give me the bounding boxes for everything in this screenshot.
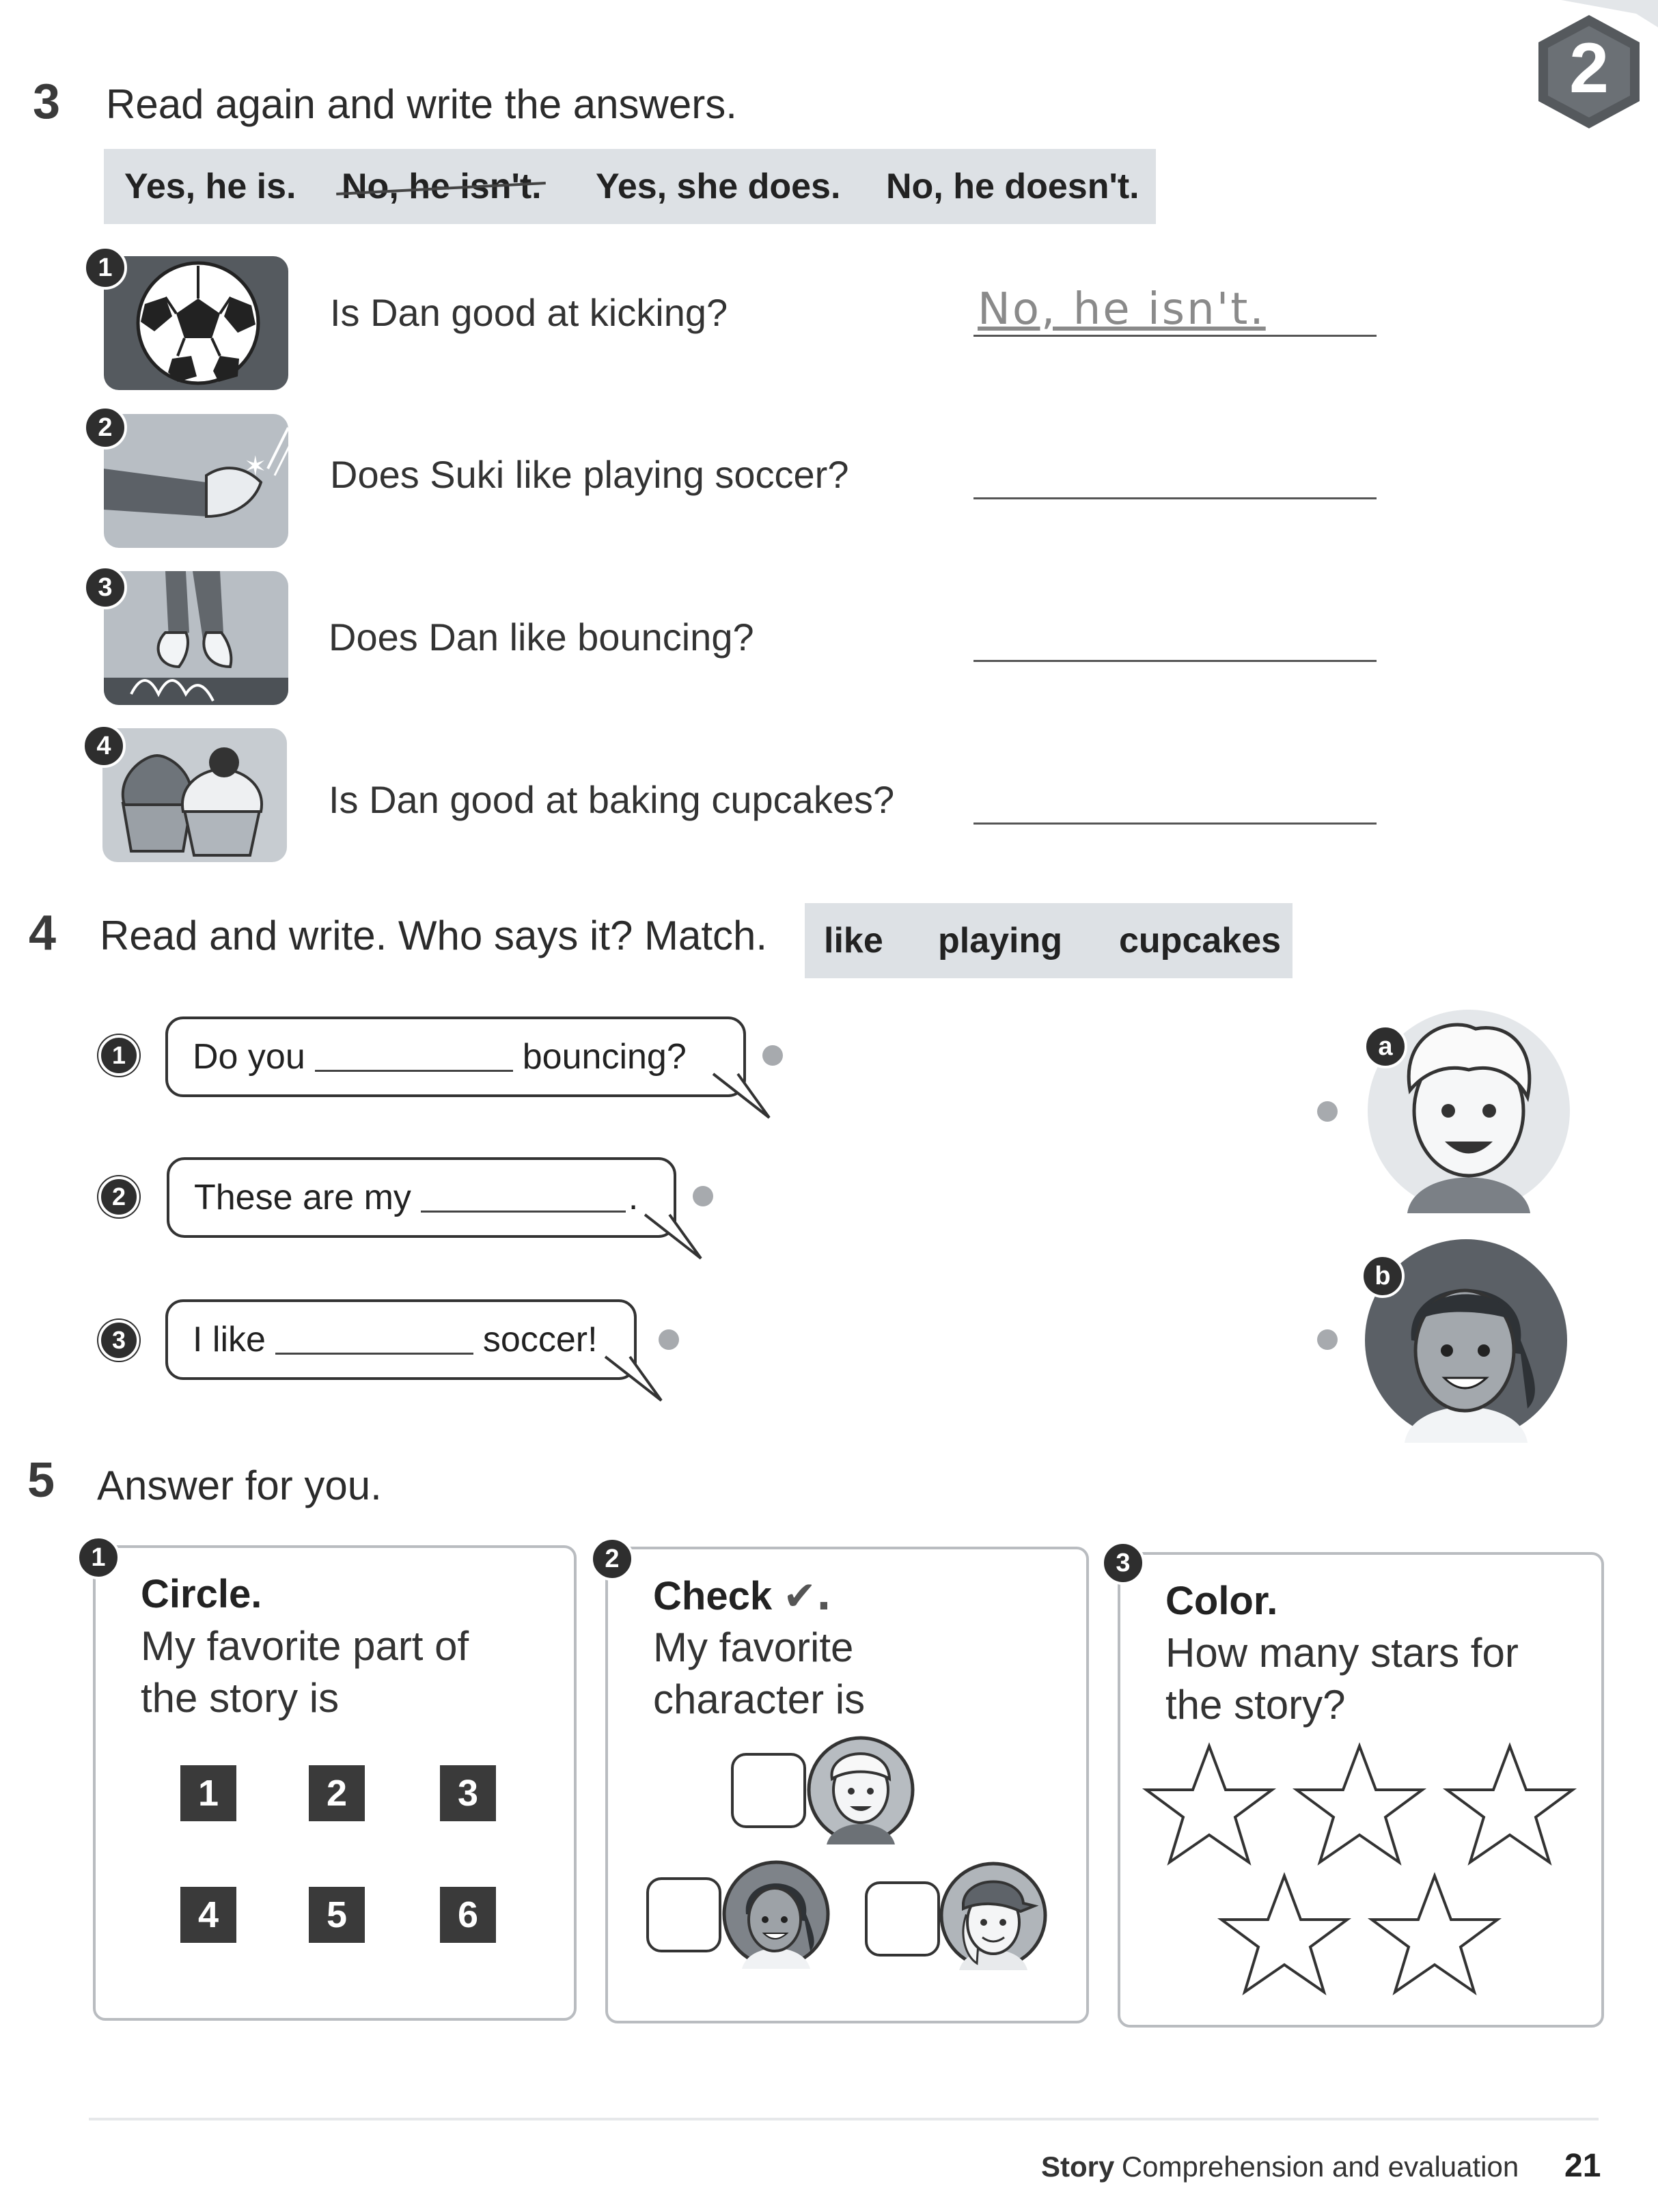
item-number: 2 [590,1537,634,1581]
activity-title: Read and write. Who says it? Match. [100,913,768,958]
picture-tile [104,256,288,390]
footer-section: Story [1041,2151,1115,2183]
panel-title [653,1573,831,1619]
bubble-text-start: These are my [194,1178,411,1217]
panel-text-line: the story is [141,1675,340,1721]
word-option: playing [938,921,1063,960]
character-checkbox[interactable] [646,1877,721,1952]
footer-topic: Comprehension and evaluation [1121,2151,1519,2183]
word-option-crossed: No, he isn't. [342,167,542,206]
option-square[interactable]: 3 [440,1765,496,1821]
item-number: 1 [77,1536,120,1579]
panel-title: Circle. [141,1572,262,1616]
activity-number: 3 [33,74,61,129]
bouncing-feet-icon [104,571,288,705]
speech-bubble [165,1299,637,1380]
star-icon [1297,1746,1422,1862]
word-option: No, he doesn't. [886,167,1139,206]
activity-number: 4 [29,906,57,960]
fill-in-blank[interactable] [315,1042,513,1072]
question-text: Is Dan good at baking cupcakes? [329,778,895,821]
bubble-tail [710,1073,772,1120]
option-square[interactable]: 4 [180,1887,236,1943]
answer-line[interactable] [973,605,1377,662]
soccer-ball-icon [104,256,288,390]
panel-text [141,1620,469,1724]
word-option: cupcakes [1119,921,1282,960]
word-box [805,903,1293,978]
fill-in-blank[interactable] [275,1325,473,1355]
character-checkbox[interactable] [731,1753,806,1828]
question-text: Does Suki like playing soccer? [330,453,849,496]
option-square[interactable]: 6 [440,1887,496,1943]
word-option: Yes, he is. [124,167,296,206]
boy-character-icon [806,1735,915,1844]
panel-text [653,1622,865,1726]
activity-number: 5 [27,1453,55,1508]
activity-title: Read again and write the answers. [106,81,737,127]
character-letter: a [1364,1025,1407,1068]
item-number: 3 [98,1320,139,1361]
word-box [104,149,1156,224]
unit-badge [1520,0,1658,143]
bubble-text-end: bouncing? [522,1037,687,1077]
answer-line[interactable] [973,280,1377,337]
girl-with-cap-character-icon [939,1861,1048,1970]
circle-panel [93,1545,577,2021]
bubble-text-start: I like [193,1320,266,1359]
bubble-text-end: soccer! [482,1320,598,1359]
fill-in-blank[interactable] [421,1183,626,1213]
cupcakes-icon [102,728,287,862]
page-number: 21 [1564,2148,1601,2184]
check-panel [605,1547,1089,2023]
bubble-tail [603,1355,664,1403]
star-icon [1146,1746,1272,1862]
option-square[interactable]: 5 [309,1887,365,1943]
word-option: Yes, she does. [596,167,841,206]
answer-line[interactable] [973,768,1377,825]
match-dot[interactable] [1317,1101,1338,1122]
item-number: 1 [83,246,127,290]
match-dot[interactable] [1317,1329,1338,1350]
character-letter: b [1361,1254,1405,1298]
match-dot[interactable] [693,1186,713,1206]
panel-title-text: Check [653,1574,773,1618]
star-icon [1447,1746,1573,1862]
bubble-text-end: . [628,1178,639,1217]
panel-text-line: character is [653,1676,866,1722]
word-option: like [824,921,883,960]
footer [1041,2151,1519,2183]
panel-text-line: My favorite [653,1625,854,1670]
color-panel [1118,1552,1604,2028]
star-icon [1221,1876,1347,1992]
item-number: 2 [83,406,127,450]
speech-bubble [167,1157,676,1238]
panel-text [1165,1627,1519,1731]
kicking-foot-icon [104,414,288,548]
unit-number: 2 [1569,29,1609,108]
question-text: Does Dan like bouncing? [329,616,754,659]
girl-character-icon [721,1860,831,1969]
option-square[interactable]: 2 [309,1765,365,1821]
panel-title: Color. [1165,1579,1278,1623]
panel-text-line: My favorite part of [141,1623,469,1669]
svg-text:✶: ✶ [244,451,267,482]
item-number: 2 [98,1176,139,1217]
picture-tile [102,728,287,862]
answer-line[interactable] [973,443,1377,499]
character-checkbox[interactable] [865,1881,940,1957]
picture-tile [104,414,288,548]
match-dot[interactable] [659,1329,679,1350]
match-dot[interactable] [762,1045,783,1066]
footer-divider [89,2118,1599,2120]
panel-text-line: the story? [1165,1682,1346,1728]
option-square[interactable]: 1 [180,1765,236,1821]
bubble-text-start: Do you [193,1037,305,1077]
item-number: 3 [1101,1541,1145,1585]
activity-title: Answer for you. [97,1463,382,1508]
panel-text-line: How many stars for [1165,1630,1519,1676]
question-text: Is Dan good at kicking? [330,291,728,334]
rating-stars [1141,1739,1585,2006]
item-number: 4 [82,724,126,768]
check-mark-icon: ✔. [783,1573,831,1619]
item-number: 1 [98,1035,139,1076]
answer-text: No, he isn't. [978,284,1266,335]
star-icon [1372,1876,1497,1992]
bubble-tail [642,1213,704,1261]
item-number: 3 [83,566,127,609]
picture-tile [104,571,288,705]
speech-bubble [165,1017,746,1097]
